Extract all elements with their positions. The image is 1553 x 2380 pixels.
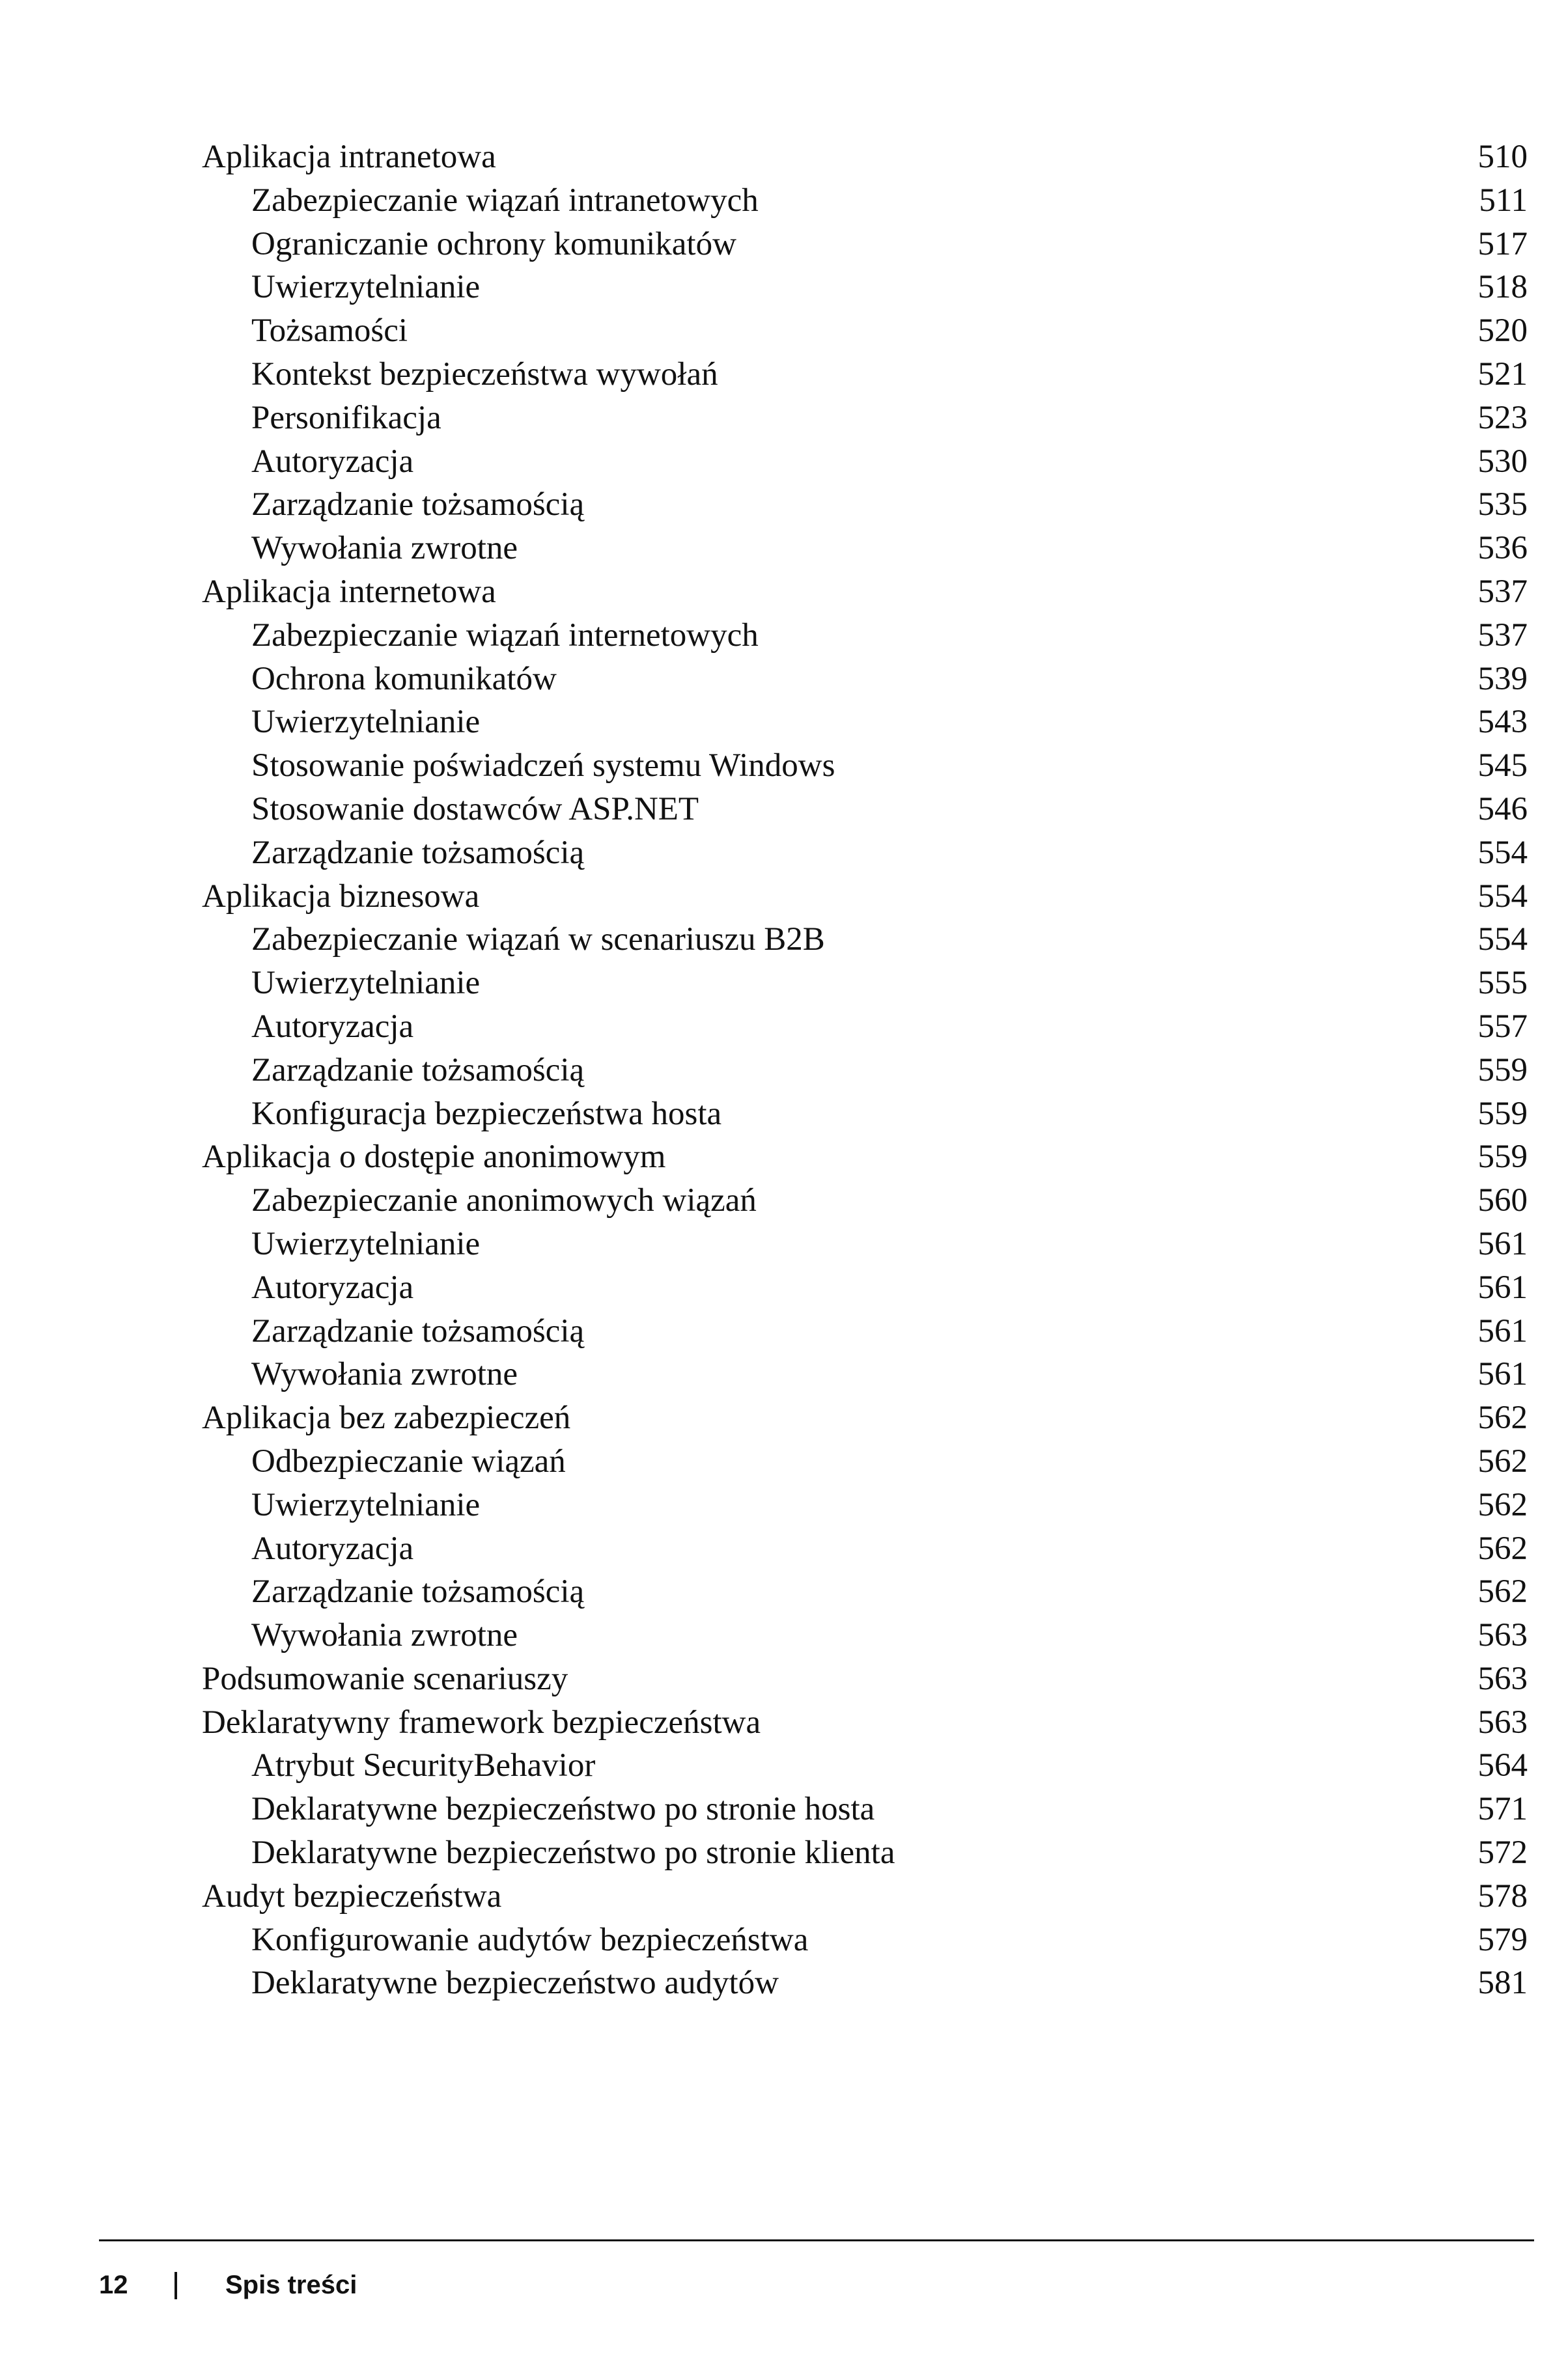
toc-entry-page-number: 559	[1477, 1051, 1528, 1088]
toc-entry-page-number: 559	[1477, 1095, 1528, 1132]
toc-entry-page-number: 562	[1477, 1400, 1528, 1437]
toc-subsection-entry	[202, 440, 1528, 484]
toc-entry-page-number: 559	[1477, 1139, 1528, 1176]
toc-subsection-entry	[202, 1570, 1528, 1614]
toc-entry-title: Podsumowanie scenariuszy	[202, 1660, 568, 1697]
toc-entry-page-number: 545	[1477, 747, 1528, 784]
toc-entry-page-number: 562	[1477, 1530, 1528, 1567]
toc-entry-page-number: 517	[1477, 225, 1528, 262]
toc-entry-page-number: 561	[1477, 1225, 1528, 1262]
toc-subsection-entry	[202, 353, 1528, 396]
toc-subsection-entry	[202, 1005, 1528, 1049]
toc-entry-title: Zabezpieczanie wiązań intranetowych	[251, 182, 759, 219]
toc-subsection-entry	[202, 1310, 1528, 1353]
toc-entry-title: Zabezpieczanie wiązań w scenariuszu B2B	[251, 921, 825, 958]
toc-entry-page-number: 561	[1477, 1269, 1528, 1306]
toc-entry-title: Wywołania zwrotne	[251, 530, 518, 567]
toc-entry-page-number: 554	[1477, 921, 1528, 958]
toc-subsection-entry	[202, 309, 1528, 353]
toc-entry-page-number: 523	[1477, 399, 1528, 436]
toc-subsection-entry	[202, 744, 1528, 788]
toc-entry-title: Zabezpieczanie wiązań internetowych	[251, 616, 759, 654]
toc-subsection-entry	[202, 1223, 1528, 1266]
toc-entry-page-number: 581	[1477, 1965, 1528, 2002]
toc-entry-page-number: 555	[1477, 965, 1528, 1002]
toc-entry-title: Aplikacja internetowa	[202, 573, 496, 610]
toc-subsection-entry	[202, 1918, 1528, 1962]
toc-subsection-entry	[202, 962, 1528, 1005]
toc-subsection-entry	[202, 527, 1528, 570]
toc-entry-title: Konfigurowanie audytów bezpieczeństwa	[251, 1921, 809, 1958]
toc-entry-page-number: 511	[1479, 182, 1528, 219]
toc-entry-page-number: 579	[1477, 1921, 1528, 1958]
toc-entry-title: Aplikacja o dostępie anonimowym	[202, 1139, 666, 1176]
toc-entry-page-number: 572	[1477, 1834, 1528, 1872]
toc-entry-page-number: 561	[1477, 1356, 1528, 1393]
toc-entry-title: Deklaratywny framework bezpieczeństwa	[202, 1704, 761, 1741]
toc-subsection-entry	[202, 1440, 1528, 1484]
toc-subsection-entry	[202, 614, 1528, 657]
toc-entry-page-number: 546	[1477, 790, 1528, 827]
toc-entry-page-number: 557	[1477, 1008, 1528, 1045]
toc-subsection-entry	[202, 657, 1528, 701]
toc-entry-title: Ochrona komunikatów	[251, 660, 557, 697]
toc-entry-title: Autoryzacja	[251, 1530, 414, 1567]
toc-subsection-entry	[202, 1788, 1528, 1831]
toc-entry-title: Zarządzanie tożsamością	[251, 1312, 585, 1349]
toc-subsection-entry	[202, 918, 1528, 962]
toc-entry-title: Autoryzacja	[251, 443, 414, 480]
toc-entry-page-number: 535	[1477, 486, 1528, 523]
toc-entry-page-number: 537	[1477, 573, 1528, 610]
toc-entry-page-number: 562	[1477, 1573, 1528, 1611]
toc-entry-title: Zarządzanie tożsamością	[251, 834, 585, 871]
toc-entry-title: Odbezpieczanie wiązań	[251, 1443, 566, 1480]
toc-subsection-entry	[202, 1614, 1528, 1657]
toc-subsection-entry	[202, 1049, 1528, 1092]
toc-section-entry	[202, 1701, 1528, 1745]
toc-subsection-entry	[202, 1484, 1528, 1527]
toc-entry-title: Uwierzytelnianie	[251, 704, 481, 741]
toc-entry-title: Zarządzanie tożsamością	[251, 1573, 585, 1611]
toc-entry-page-number: 554	[1477, 834, 1528, 871]
toc-entry-page-number: 536	[1477, 530, 1528, 567]
toc-entry-page-number: 564	[1477, 1747, 1528, 1784]
toc-entry-title: Kontekst bezpieczeństwa wywołań	[251, 355, 718, 393]
toc-subsection-entry	[202, 788, 1528, 831]
toc-entry-page-number: 554	[1477, 878, 1528, 915]
toc-subsection-entry	[202, 1179, 1528, 1223]
toc-entry-page-number: 578	[1477, 1877, 1528, 1915]
toc-entry-page-number: 520	[1477, 312, 1528, 350]
toc-entry-title: Uwierzytelnianie	[251, 269, 481, 306]
toc-subsection-entry	[202, 223, 1528, 266]
toc-subsection-entry	[202, 1353, 1528, 1396]
toc-entry-page-number: 563	[1477, 1704, 1528, 1741]
footer-separator	[175, 2272, 177, 2299]
toc-subsection-entry	[202, 266, 1528, 309]
toc-subsection-entry	[202, 483, 1528, 527]
toc-section-entry	[202, 1875, 1528, 1918]
toc-subsection-entry	[202, 1831, 1528, 1875]
toc-entry-title: Autoryzacja	[251, 1269, 414, 1306]
toc-entry-title: Konfiguracja bezpieczeństwa hosta	[251, 1095, 722, 1132]
toc-entry-title: Personifikacja	[251, 399, 441, 436]
toc-subsection-entry	[202, 1527, 1528, 1571]
toc-section-entry	[202, 135, 1528, 179]
toc-section-entry	[202, 875, 1528, 919]
toc-entry-title: Tożsamości	[251, 312, 408, 350]
table-of-contents	[202, 135, 1528, 2005]
toc-entry-title: Atrybut SecurityBehavior	[251, 1747, 596, 1784]
toc-entry-page-number: 562	[1477, 1486, 1528, 1523]
toc-entry-title: Zarządzanie tożsamością	[251, 486, 585, 523]
toc-entry-title: Ograniczanie ochrony komunikatów	[251, 225, 736, 262]
toc-entry-title: Aplikacja bez zabezpieczeń	[202, 1400, 571, 1437]
toc-subsection-entry	[202, 1744, 1528, 1788]
toc-entry-title: Stosowanie poświadczeń systemu Windows	[251, 747, 835, 784]
toc-entry-title: Deklaratywne bezpieczeństwo po stronie hosta	[251, 1791, 875, 1828]
toc-section-entry	[202, 1135, 1528, 1179]
toc-entry-title: Aplikacja biznesowa	[202, 878, 480, 915]
toc-subsection-entry	[202, 396, 1528, 440]
toc-entry-title: Uwierzytelnianie	[251, 965, 481, 1002]
toc-entry-page-number: 561	[1477, 1312, 1528, 1349]
toc-entry-title: Zarządzanie tożsamością	[251, 1051, 585, 1088]
toc-entry-page-number: 521	[1477, 355, 1528, 393]
toc-entry-page-number: 539	[1477, 660, 1528, 697]
footer-rule	[99, 2239, 1534, 2241]
toc-entry-title: Deklaratywne bezpieczeństwo audytów	[251, 1965, 779, 2002]
footer-page-number: 12	[99, 2271, 128, 2299]
toc-entry-title: Stosowanie dostawców ASP.NET	[251, 790, 699, 827]
toc-entry-page-number: 560	[1477, 1182, 1528, 1219]
toc-entry-page-number: 510	[1477, 139, 1528, 175]
toc-entry-title: Deklaratywne bezpieczeństwo po stronie klienta	[251, 1834, 895, 1872]
toc-entry-title: Uwierzytelnianie	[251, 1486, 481, 1523]
toc-subsection-entry	[202, 831, 1528, 875]
toc-subsection-entry	[202, 700, 1528, 744]
toc-section-entry	[202, 1657, 1528, 1701]
toc-subsection-entry	[202, 1266, 1528, 1310]
toc-section-entry	[202, 570, 1528, 614]
toc-entry-title: Aplikacja intranetowa	[202, 139, 496, 175]
toc-entry-page-number: 563	[1477, 1617, 1528, 1654]
toc-entry-title: Wywołania zwrotne	[251, 1617, 518, 1654]
toc-entry-title: Audyt bezpieczeństwa	[202, 1877, 502, 1915]
toc-entry-page-number: 518	[1477, 269, 1528, 306]
toc-entry-title: Autoryzacja	[251, 1008, 414, 1045]
toc-subsection-entry	[202, 1961, 1528, 2005]
toc-entry-title: Uwierzytelnianie	[251, 1225, 481, 1262]
toc-entry-title: Wywołania zwrotne	[251, 1356, 518, 1393]
toc-subsection-entry	[202, 1092, 1528, 1136]
toc-section-entry	[202, 1396, 1528, 1440]
toc-subsection-entry	[202, 179, 1528, 223]
toc-entry-page-number: 571	[1477, 1791, 1528, 1828]
toc-entry-page-number: 530	[1477, 443, 1528, 480]
toc-entry-title: Zabezpieczanie anonimowych wiązań	[251, 1182, 757, 1219]
toc-entry-page-number: 563	[1477, 1660, 1528, 1697]
toc-entry-page-number: 562	[1477, 1443, 1528, 1480]
toc-entry-page-number: 537	[1477, 616, 1528, 654]
footer-section-label: Spis treści	[225, 2271, 357, 2299]
toc-entry-page-number: 543	[1477, 704, 1528, 741]
